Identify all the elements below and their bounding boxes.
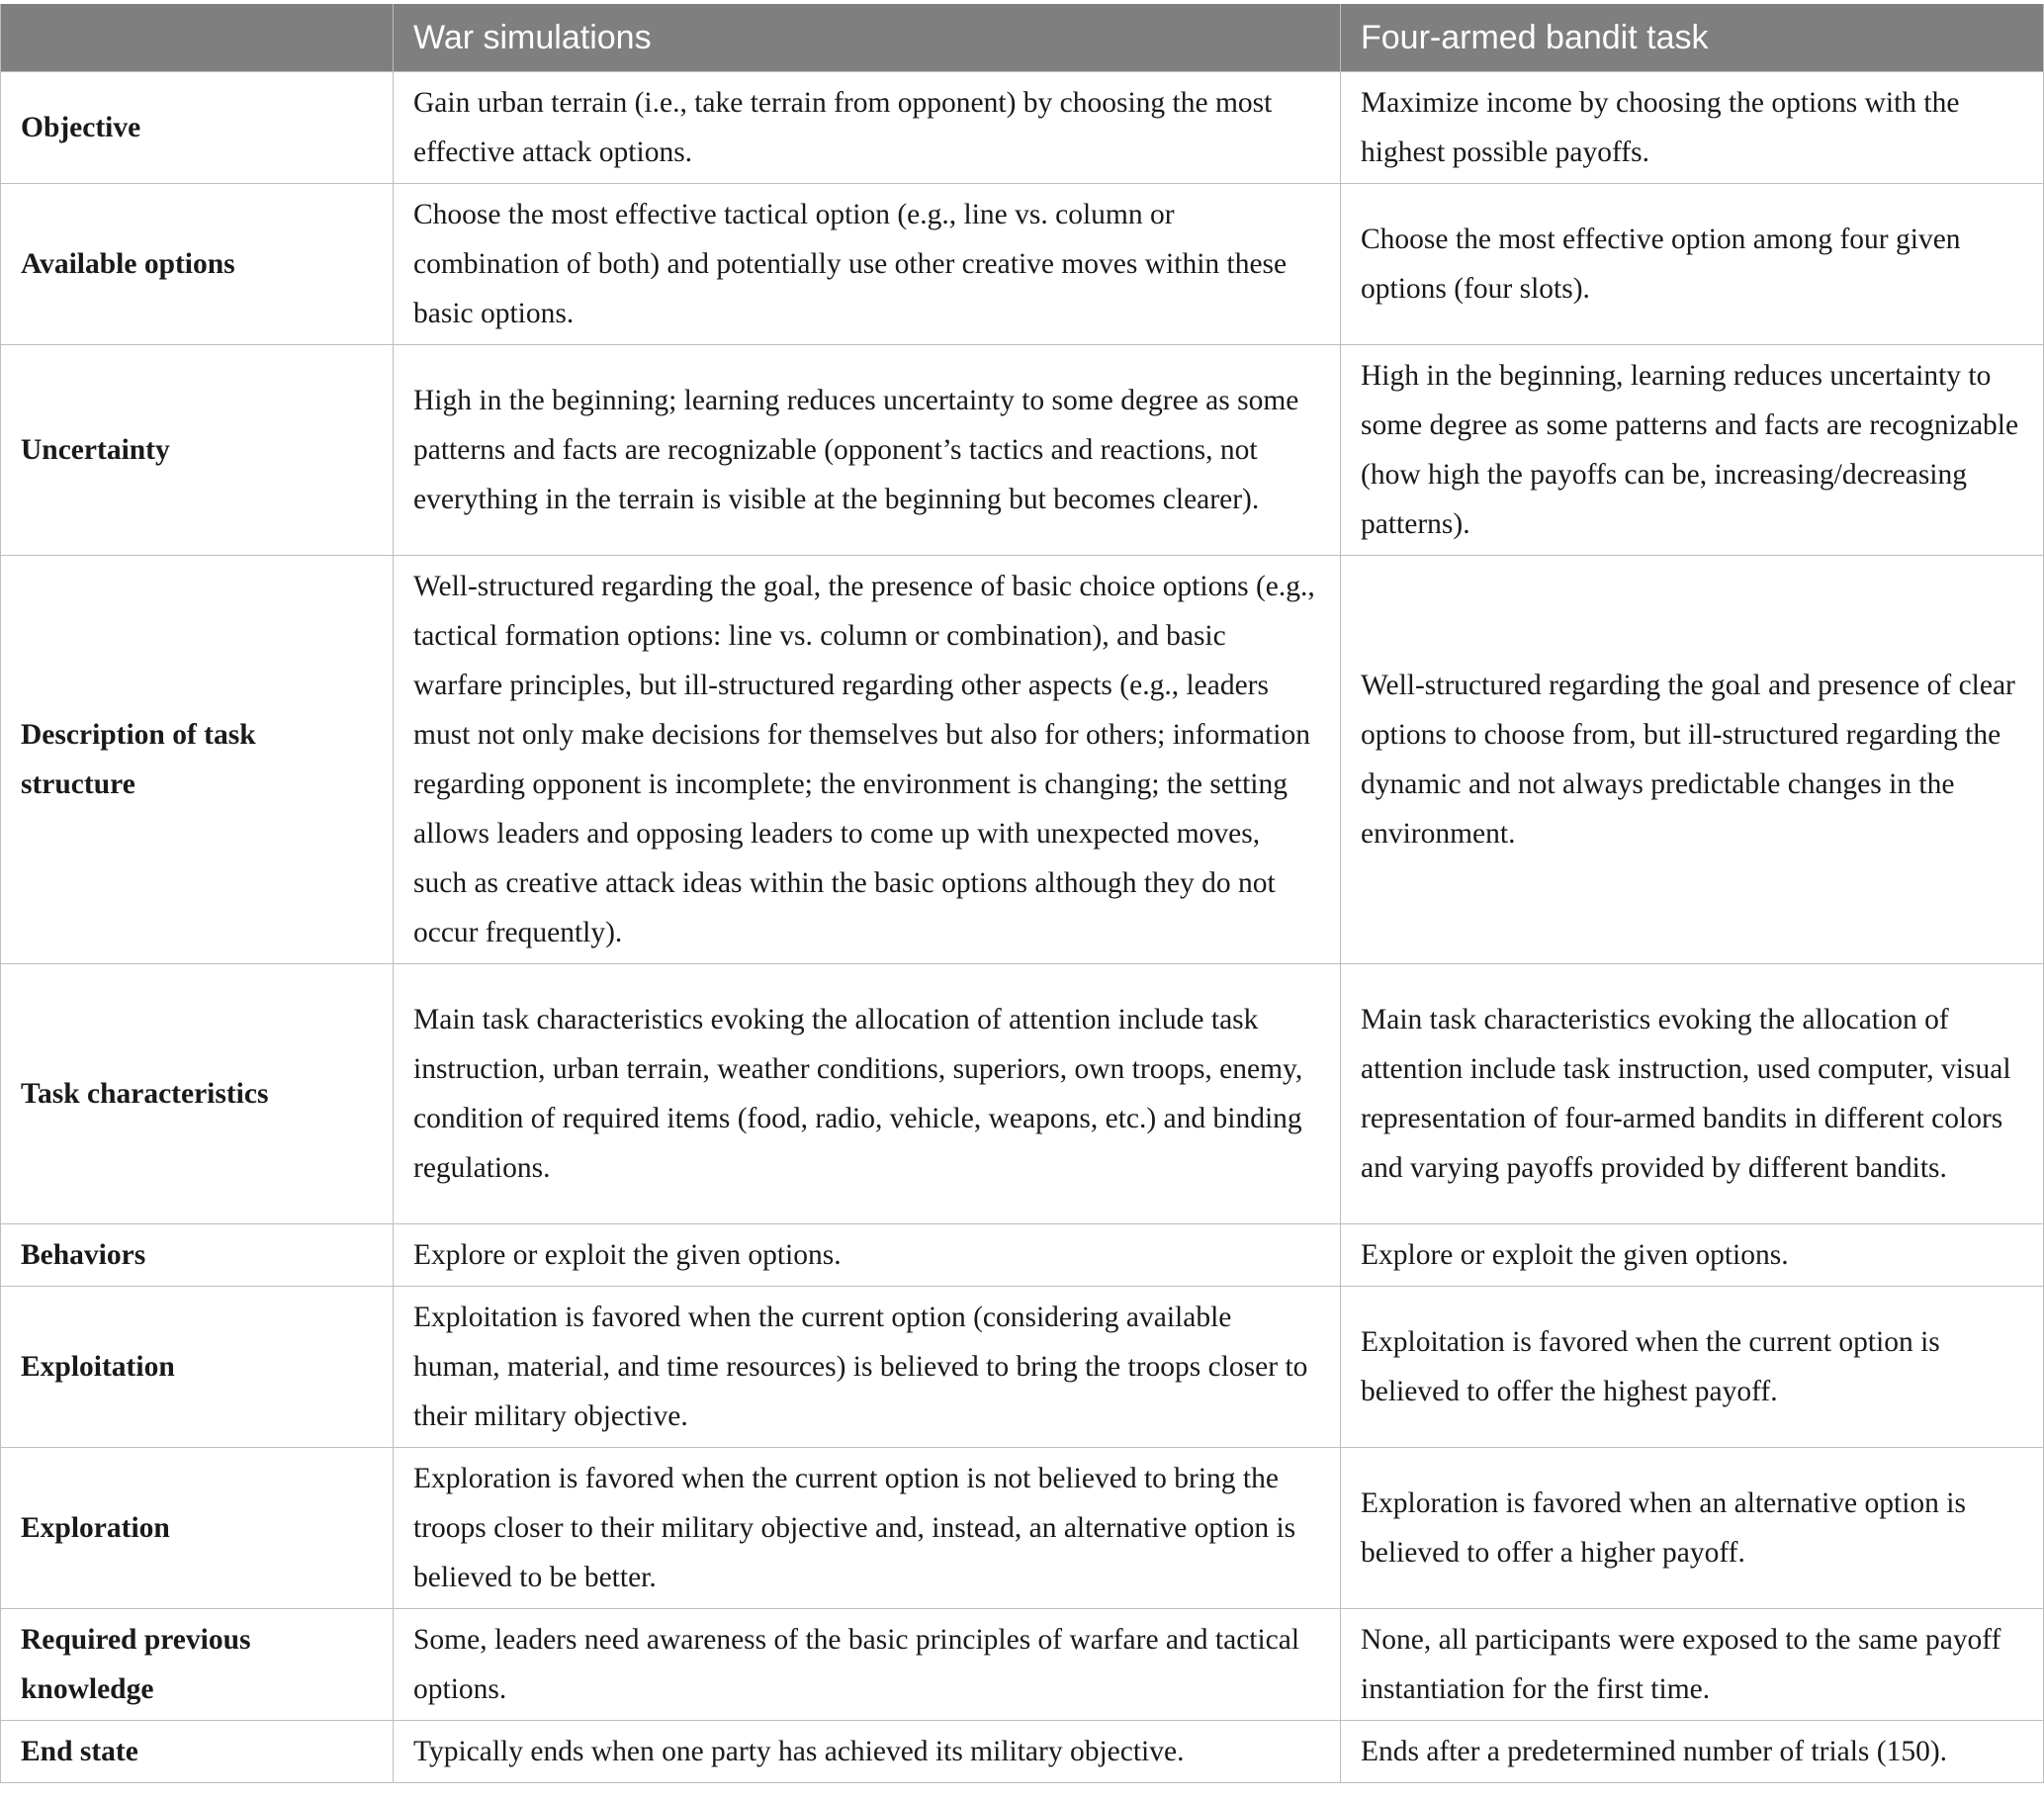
bandit-task-cell: Well-structured regarding the goal and presence of clear options to choose from, but ill-structured regarding the dynamic and not always predictable changes in the environment. [1341,556,2044,964]
bandit-task-cell: Maximize income by choosing the options with the highest possible payoffs. [1341,72,2044,184]
bandit-task-cell: Ends after a predetermined number of trials (150). [1341,1721,2044,1783]
table-row [1,1609,2044,1721]
header-cell-bandit-task: Four-armed bandit task [1341,4,2044,72]
war-simulation-cell: High in the beginning; learning reduces uncertainty to some degree as some patterns and facts are recognizable (opponent’s tactics and reactions, not everything in the terrain is visible at the beginning but becomes clearer). [394,345,1341,556]
war-simulation-cell: Explore or exploit the given options. [394,1224,1341,1287]
table-body [1,72,2044,1783]
war-simulation-cell: Exploitation is favored when the current option (considering available human, material, and time resources) is believed to bring the troops closer to their military objective. [394,1287,1341,1448]
table-row [1,72,2044,184]
table-row [1,345,2044,556]
header-cell-war-simulations: War simulations [394,4,1341,72]
row-label: Description of task structure [1,556,394,964]
row-label: End state [1,1721,394,1783]
table-row [1,1721,2044,1783]
row-label: Task characteristics [1,964,394,1224]
bandit-task-cell: Choose the most effective option among four given options (four slots). [1341,184,2044,345]
row-label: Exploitation [1,1287,394,1448]
table-row [1,184,2044,345]
bandit-task-cell: Exploitation is favored when the current option is believed to offer the highest payoff. [1341,1287,2044,1448]
row-label: Behaviors [1,1224,394,1287]
row-label: Required previous knowledge [1,1609,394,1721]
bandit-task-cell: None, all participants were exposed to the same payoff instantiation for the first time. [1341,1609,2044,1721]
bandit-task-cell: Exploration is favored when an alternative option is believed to offer a higher payoff. [1341,1448,2044,1609]
war-simulation-cell: Choose the most effective tactical option (e.g., line vs. column or combination of both) and potentially use other creative moves within these basic options. [394,184,1341,345]
header-cell-empty [1,4,394,72]
table-header [1,4,2044,72]
comparison-table [0,4,2044,1783]
bandit-task-cell: Explore or exploit the given options. [1341,1224,2044,1287]
bandit-task-cell: High in the beginning, learning reduces uncertainty to some degree as some patterns and facts are recognizable (how high the payoffs can be, increasing/decreasing patterns). [1341,345,2044,556]
war-simulation-cell: Well-structured regarding the goal, the presence of basic choice options (e.g., tactical formation options: line vs. column or combination), and basic warfare principles, but ill-structured regarding other aspects (e.g., leaders must not only make decisions for themselves but also for others; information regarding opponent is incomplete; the environment is changing; the setting allows leaders and opposing leaders to come up with unexpected moves, such as creative attack ideas within the basic options although they do not occur frequently). [394,556,1341,964]
table-row [1,1287,2044,1448]
war-simulation-cell: Typically ends when one party has achieved its military objective. [394,1721,1341,1783]
table-row [1,964,2044,1224]
header-row [1,4,2044,72]
war-simulation-cell: Main task characteristics evoking the allocation of attention include task instruction, urban terrain, weather conditions, superiors, own troops, enemy, condition of required items (food, radio, vehicle, weapons, etc.) and binding regulations. [394,964,1341,1224]
war-simulation-cell: Exploration is favored when the current option is not believed to bring the troops closer to their military objective and, instead, an alternative option is believed to be better. [394,1448,1341,1609]
row-label: Uncertainty [1,345,394,556]
war-simulation-cell: Gain urban terrain (i.e., take terrain from opponent) by choosing the most effective attack options. [394,72,1341,184]
table-row [1,1224,2044,1287]
row-label: Exploration [1,1448,394,1609]
table-row [1,556,2044,964]
table-row [1,1448,2044,1609]
war-simulation-cell: Some, leaders need awareness of the basic principles of warfare and tactical options. [394,1609,1341,1721]
row-label: Objective [1,72,394,184]
row-label: Available options [1,184,394,345]
bandit-task-cell: Main task characteristics evoking the allocation of attention include task instruction, used computer, visual representation of four-armed bandits in different colors and varying payoffs provided by different bandits. [1341,964,2044,1224]
